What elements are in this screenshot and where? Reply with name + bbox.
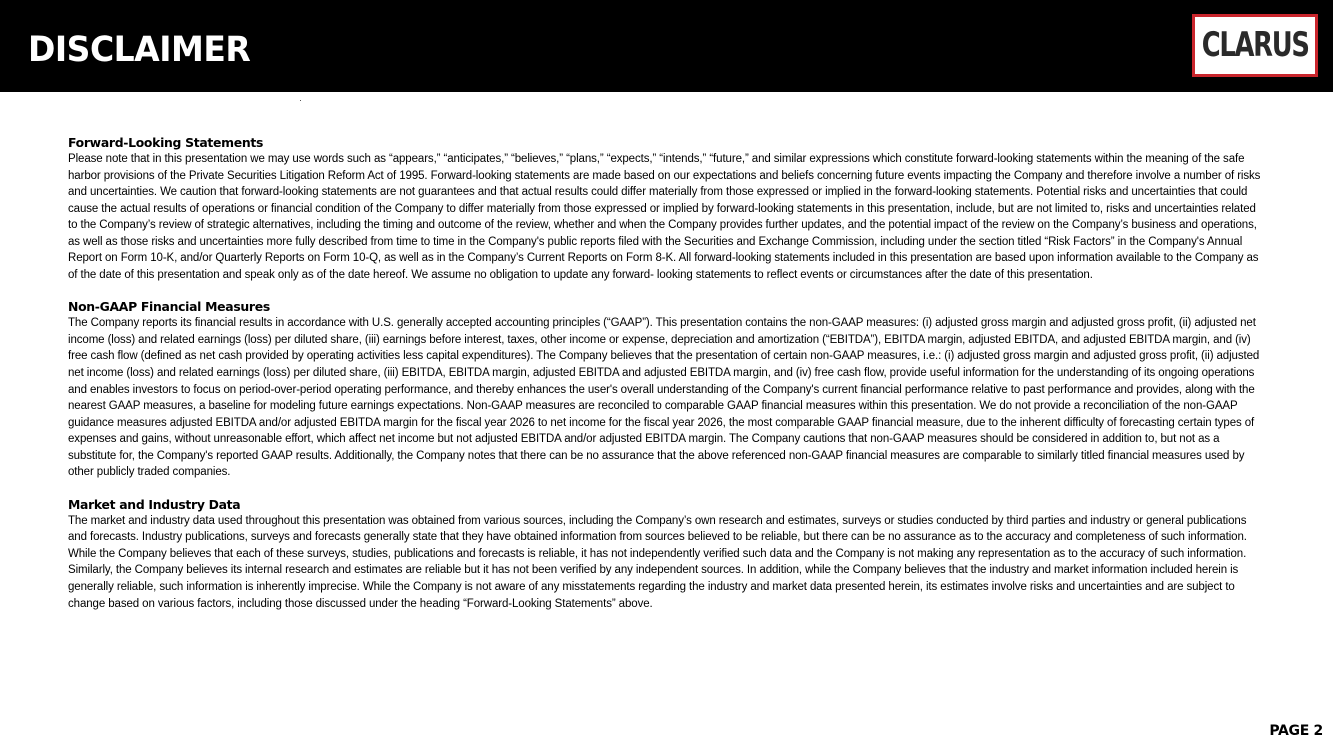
section-heading: Forward-Looking Statements xyxy=(68,135,264,150)
section-non-gaap-financial-measures xyxy=(68,299,1264,480)
company-logo xyxy=(1192,14,1318,77)
logo-text: CLARUS xyxy=(1201,25,1309,65)
page-title: DISCLAIMER xyxy=(28,28,251,70)
page-number: PAGE 2 xyxy=(1269,723,1323,739)
section-body: Please note that in this presentation we may use words such as “appears,” “anticipates,” “believes,” “plans,” “expects,” “intends,” “future,” and similar expressions which constitute forward-looking statements within the meaning of the safe harbor provisions of the Private Securities Litigation Reform Act of 1995. Forward-looking statements are made based on our expectations and beliefs concerning future events impacting the Company and therefore involve a number of risks and uncertainties. We caution that forward-looking statements are not guarantees and that actual results could differ materially from those expressed or implied in the forward-looking statements. Potential risks and uncertainties that could cause the actual results of operations or financial condition of the Company to differ materially from those expressed or implied by forward-looking statements in this presentation, include, but are not limited to, risks and uncertainties related to the Company’s review of strategic alternatives, including the timing and outcome of the review, whether and when the Company provides further updates, and the potential impact of the review on the Company’s business and operations, as well as those risks and uncertainties more fully described from time to time in the Company's public reports filed with the Securities and Exchange Commission, including under the section titled “Risk Factors” in the Company's Annual Report on Form 10-K, and/or Quarterly Reports on Form 10-Q, as well as in the Company’s Current Reports on Form 8-K. All forward-looking statements included in this presentation are based upon information available to the Company as of the date of this presentation and speak only as of the date hereof. We assume no obligation to update any forward- looking statements to reflect events or circumstances after the date of this presentation. xyxy=(68,153,1261,281)
section-body: The market and industry data used throughout this presentation was obtained from various sources, including the Company’s own research and estimates, surveys or studies conducted by third parties and industry or general publications and forecasts. Industry publications, surveys and forecasts generally state that they have obtained information from sources believed to be reliable, but there can be no assurance as to the accuracy and completeness of such information. While the Company believes that each of these surveys, studies, publications and forecasts is reliable, it has not independently verified such data and the Company is not making any representation as to the accuracy of such information. Similarly, the Company believes its internal research and estimates are reliable but it has not been verified by any independent sources. In addition, while the Company believes that the industry and market information included herein is generally reliable, such information is inherently imprecise. While the Company is not aware of any misstatements regarding the industry and market data presented herein, its estimates involve risks and uncertainties and are subject to change based on various factors, including those discussed under the heading “Forward-Looking Statements” above. xyxy=(68,514,1247,610)
section-forward-looking-statements xyxy=(68,135,1264,283)
section-heading: Non-GAAP Financial Measures xyxy=(68,299,270,315)
header-bar xyxy=(0,0,1333,92)
disclaimer-content xyxy=(68,135,1264,628)
section-market-and-industry-data xyxy=(68,497,1264,612)
decorative-dot xyxy=(300,100,301,101)
section-heading: Market and Industry Data xyxy=(68,496,241,512)
section-body: The Company reports its financial results in accordance with U.S. generally accepted accounting principles (“GAAP”). This presentation contains the non-GAAP measures: (i) adjusted gross margin and adjusted gross profit, (ii) adjusted net income (loss) and related earnings (loss) per diluted share, (iii) earnings before interest, taxes, other income or expense, depreciation and amortization (“EBITDA”), EBITDA margin, adjusted EBITDA, and adjusted EBITDA margin, and (iv) free cash flow (defined as net cash provided by operating activities less capital expenditures). The Company believes that the presentation of certain non-GAAP measures, i.e.: (i) adjusted gross margin and adjusted gross profit, (ii) adjusted net income (loss) and related earnings (loss) per diluted share, (iii) EBITDA, EBITDA margin, adjusted EBITDA and adjusted EBITDA margin, and (iv) free cash flow, provide useful information for the understanding of its ongoing operations and enables investors to focus on period-over-period operating performance, and thereby enhances the user's overall understanding of the Company's current financial performance relative to past performance and provides, along with the nearest GAAP measures, a baseline for modeling future earnings expectations. Non-GAAP measures are reconciled to comparable GAAP financial measures within this presentation. We do not provide a reconciliation of the non-GAAP guidance measures adjusted EBITDA and/or adjusted EBITDA margin for the fiscal year 2026 to net income for the fiscal year 2026, the most comparable GAAP financial measure, due to the inherent difficulty of forecasting certain types of expenses and gains, without unreasonable effort, which affect net income but not adjusted EBITDA and/or adjusted EBITDA margin. The Company cautions that non-GAAP measures should be considered in addition to, but not as a substitute for, the Company's reported GAAP results. Additionally, the Company notes that there can be no assurance that the above referenced non-GAAP financial measures are comparable to similarly titled financial measures used by other publicly traded companies. xyxy=(68,317,1260,479)
